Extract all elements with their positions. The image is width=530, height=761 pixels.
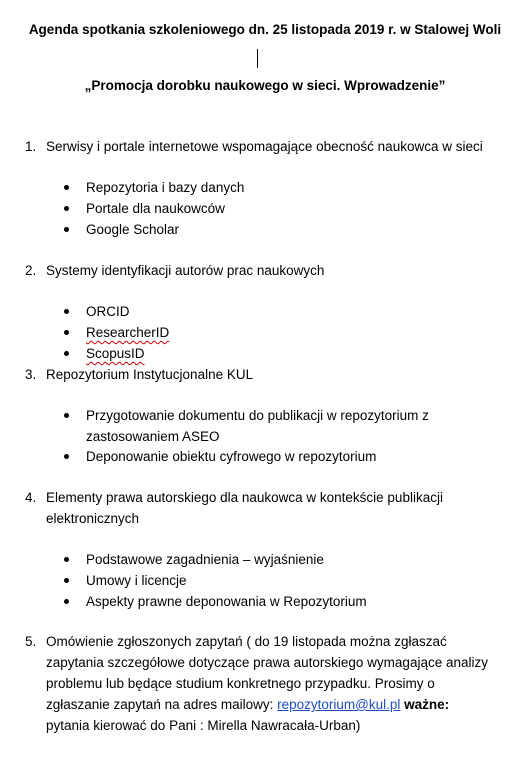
- spellcheck-word: ResearcherID: [86, 325, 170, 340]
- bullet-icon: [64, 557, 69, 562]
- email-link[interactable]: repozytorium@kul.pl: [277, 697, 401, 712]
- agenda-item-5-text-line-4: [46, 694, 449, 715]
- agenda-item-4-bullet-2: Umowy i licencje: [86, 573, 187, 588]
- bullet-icon: [64, 185, 69, 190]
- bullet-icon: [64, 309, 69, 314]
- document-subtitle: „Promocja dorobku naukowego w sieci. Wprowadzenie”: [84, 78, 446, 93]
- bullet-icon: [64, 578, 69, 583]
- agenda-item-2-bullet-2: [86, 322, 169, 343]
- agenda-item-3-number: 3.: [25, 367, 37, 382]
- bullet-icon: [64, 227, 69, 232]
- bullet-icon: [64, 599, 69, 604]
- text-cursor: [257, 49, 258, 68]
- agenda-item-5-text-line-5: pytania kierować do Pani : Mirella Nawracała-Urban): [46, 718, 361, 733]
- bullet-icon: [64, 413, 69, 418]
- agenda-item-5-text-line-1: Omówienie zgłoszonych zapytań ( do 19 listopada można zgłaszać: [46, 634, 447, 649]
- agenda-item-5-text-line-4-prefix: zgłaszanie zapytań na adres mailowy:: [46, 697, 278, 712]
- agenda-item-3-text: Repozytorium Instytucjonalne KUL: [46, 367, 254, 382]
- agenda-item-4-bullet-1: Podstawowe zagadnienia – wyjaśnienie: [86, 552, 324, 567]
- bullet-icon: [64, 330, 69, 335]
- bullet-icon: [64, 351, 69, 356]
- agenda-item-3-bullet-2: Deponowanie obiektu cyfrowego w repozytorium: [86, 449, 377, 464]
- agenda-item-3-bullet-1-line-1: Przygotowanie dokumentu do publikacji w repozytorium z: [86, 408, 429, 423]
- agenda-item-1-text: Serwisy i portale internetowe wspomagające obecność naukowca w sieci: [46, 139, 483, 154]
- agenda-item-2-bullet-1: ORCID: [86, 304, 130, 319]
- agenda-item-4-text-line-2: elektronicznych: [46, 511, 140, 526]
- spellcheck-word: ScopusID: [86, 346, 145, 361]
- bullet-icon: [64, 206, 69, 211]
- agenda-item-2-number: 2.: [25, 263, 37, 278]
- agenda-item-4-bullet-3: Aspekty prawne deponowania w Repozytorium: [86, 594, 367, 609]
- agenda-item-2-text: Systemy identyfikacji autorów prac naukowych: [46, 263, 325, 278]
- document-title: Agenda spotkania szkoleniowego dn. 25 listopada 2019 r. w Stalowej Woli: [28, 22, 502, 37]
- agenda-item-1-number: 1.: [25, 139, 37, 154]
- agenda-item-4-text-line-1: Elementy prawa autorskiego dla naukowca w kontekście publikacji: [46, 490, 443, 505]
- agenda-item-1-bullet-3: Google Scholar: [86, 222, 180, 237]
- agenda-item-1-bullet-2: Portale dla naukowców: [86, 201, 225, 216]
- agenda-item-4-number: 4.: [25, 490, 37, 505]
- agenda-item-2-bullet-3: [86, 343, 145, 364]
- agenda-item-3-bullet-1-line-2: zastosowaniem ASEO: [86, 429, 220, 444]
- agenda-item-5-text-line-3: problemu lub będące studium konkretnego przypadku. Prosimy o: [46, 676, 435, 691]
- important-label: ważne:: [404, 697, 450, 712]
- bullet-icon: [64, 454, 69, 459]
- agenda-item-5-number: 5.: [25, 634, 37, 649]
- agenda-item-5-text-line-2: zapytania szczegółowe dotyczące prawa autorskiego wymagające analizy: [46, 655, 488, 670]
- agenda-item-1-bullet-1: Repozytoria i bazy danych: [86, 180, 245, 195]
